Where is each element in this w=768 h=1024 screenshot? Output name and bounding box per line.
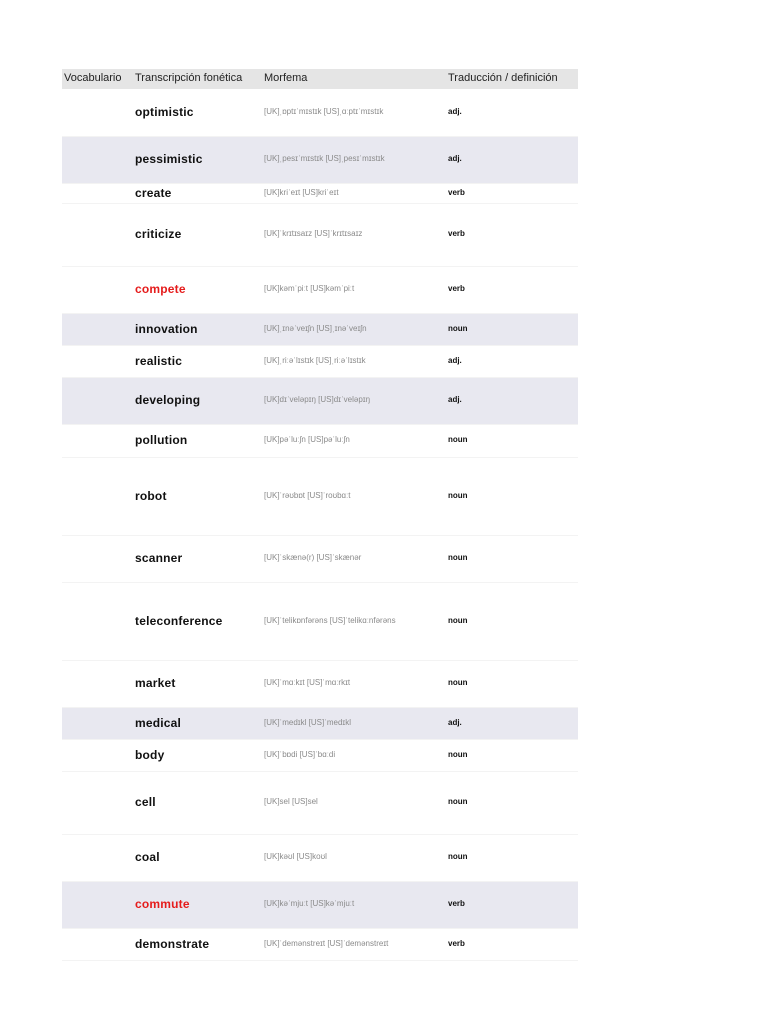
table-row: [62, 835, 578, 882]
phonetic-transcription: [UK]ˌɪnəˈveɪʃn [US]ˌɪnəˈveɪʃn: [264, 324, 367, 333]
header-vocabulario: Vocabulario: [64, 72, 122, 84]
header-morfema: Morfema: [264, 72, 308, 84]
phonetic-transcription: [UK]sel [US]sel: [264, 797, 318, 806]
phonetic-transcription: [UK]kəmˈpiːt [US]kəmˈpiːt: [264, 284, 355, 293]
vocab-word: criticize: [135, 227, 182, 241]
part-of-speech: verb: [448, 939, 465, 948]
header-traduccion: Traducción / definición: [448, 72, 558, 84]
vocab-word: market: [135, 676, 176, 690]
part-of-speech: adj.: [448, 395, 462, 404]
table-row: [62, 882, 578, 929]
part-of-speech: verb: [448, 284, 465, 293]
phonetic-transcription: [UK]ˈbɒdi [US]ˈbɑːdi: [264, 750, 336, 759]
table-row: [62, 267, 578, 314]
part-of-speech: noun: [448, 852, 468, 861]
part-of-speech: noun: [448, 678, 468, 687]
phonetic-transcription: [UK]ˌɒptɪˈmɪstɪk [US]ˌɑːptɪˈmɪstɪk: [264, 107, 384, 116]
table-row: [62, 89, 578, 137]
phonetic-transcription: [UK]kəʊl [US]koʊl: [264, 852, 327, 861]
phonetic-transcription: [UK]ˈrəʊbɒt [US]ˈroʊbɑːt: [264, 491, 351, 500]
part-of-speech: noun: [448, 616, 468, 625]
vocab-word: realistic: [135, 354, 183, 368]
vocab-word: cell: [135, 795, 156, 809]
vocab-word: pollution: [135, 433, 188, 447]
table-row: [62, 458, 578, 536]
phonetic-transcription: [UK]ˈmedɪkl [US]ˈmedɪkl: [264, 718, 352, 727]
phonetic-transcription: [UK]dɪˈveləpɪŋ [US]dɪˈveləpɪŋ: [264, 395, 371, 404]
table-row: [62, 536, 578, 583]
vocab-word: body: [135, 748, 165, 762]
part-of-speech: verb: [448, 899, 465, 908]
table-row: [62, 314, 578, 346]
part-of-speech: noun: [448, 491, 468, 500]
vocab-word: pessimistic: [135, 152, 203, 166]
phonetic-transcription: [UK]kəˈmjuːt [US]kəˈmjuːt: [264, 899, 355, 908]
table-row: [62, 708, 578, 740]
table-row: [62, 137, 578, 184]
part-of-speech: verb: [448, 188, 465, 197]
part-of-speech: adj.: [448, 107, 462, 116]
phonetic-transcription: [UK]kriˈeɪt [US]kriˈeɪt: [264, 188, 339, 197]
vocab-word: innovation: [135, 322, 198, 336]
table-row: [62, 204, 578, 267]
phonetic-transcription: [UK]ˌpesɪˈmɪstɪk [US]ˌpesɪˈmɪstɪk: [264, 154, 385, 163]
part-of-speech: noun: [448, 435, 468, 444]
vocab-word: create: [135, 186, 172, 200]
part-of-speech: noun: [448, 553, 468, 562]
phonetic-transcription: [UK]ˈmɑːkɪt [US]ˈmɑːrkɪt: [264, 678, 351, 687]
vocab-word: commute: [135, 897, 190, 911]
phonetic-transcription: [UK]ˈtelikɒnfərəns [US]ˈtelikɑːnfərəns: [264, 616, 396, 625]
part-of-speech: adj.: [448, 356, 462, 365]
table-row: [62, 378, 578, 425]
vocab-word: compete: [135, 282, 186, 296]
part-of-speech: adj.: [448, 718, 462, 727]
part-of-speech: verb: [448, 229, 465, 238]
vocab-word: teleconference: [135, 614, 223, 628]
vocab-word: developing: [135, 393, 201, 407]
vocab-word: coal: [135, 850, 160, 864]
vocab-word: scanner: [135, 551, 183, 565]
part-of-speech: noun: [448, 750, 468, 759]
part-of-speech: noun: [448, 797, 468, 806]
vocab-word: demonstrate: [135, 937, 210, 951]
table-row: [62, 583, 578, 661]
part-of-speech: adj.: [448, 154, 462, 163]
table-row: [62, 929, 578, 961]
part-of-speech: noun: [448, 324, 468, 333]
table-row: [62, 740, 578, 772]
phonetic-transcription: [UK]ˌriːəˈlɪstɪk [US]ˌriːəˈlɪstɪk: [264, 356, 366, 365]
header-transcripcion: Transcripción fonética: [135, 72, 243, 84]
table-row: [62, 184, 578, 204]
vocabulary-table: [62, 69, 578, 961]
vocab-word: medical: [135, 716, 182, 730]
phonetic-transcription: [UK]ˈskænə(r) [US]ˈskænər: [264, 553, 362, 562]
phonetic-transcription: [UK]ˈkrɪtɪsaɪz [US]ˈkrɪtɪsaɪz: [264, 229, 363, 238]
table-body: [62, 89, 578, 961]
phonetic-transcription: [UK]ˈdemənstreɪt [US]ˈdemənstreɪt: [264, 939, 389, 948]
table-row: [62, 772, 578, 835]
table-row: [62, 425, 578, 458]
table-row: [62, 346, 578, 378]
table-row: [62, 661, 578, 708]
phonetic-transcription: [UK]pəˈluːʃn [US]pəˈluːʃn: [264, 435, 350, 444]
vocab-word: robot: [135, 489, 167, 503]
vocab-word: optimistic: [135, 105, 194, 119]
table-header: [62, 69, 578, 89]
